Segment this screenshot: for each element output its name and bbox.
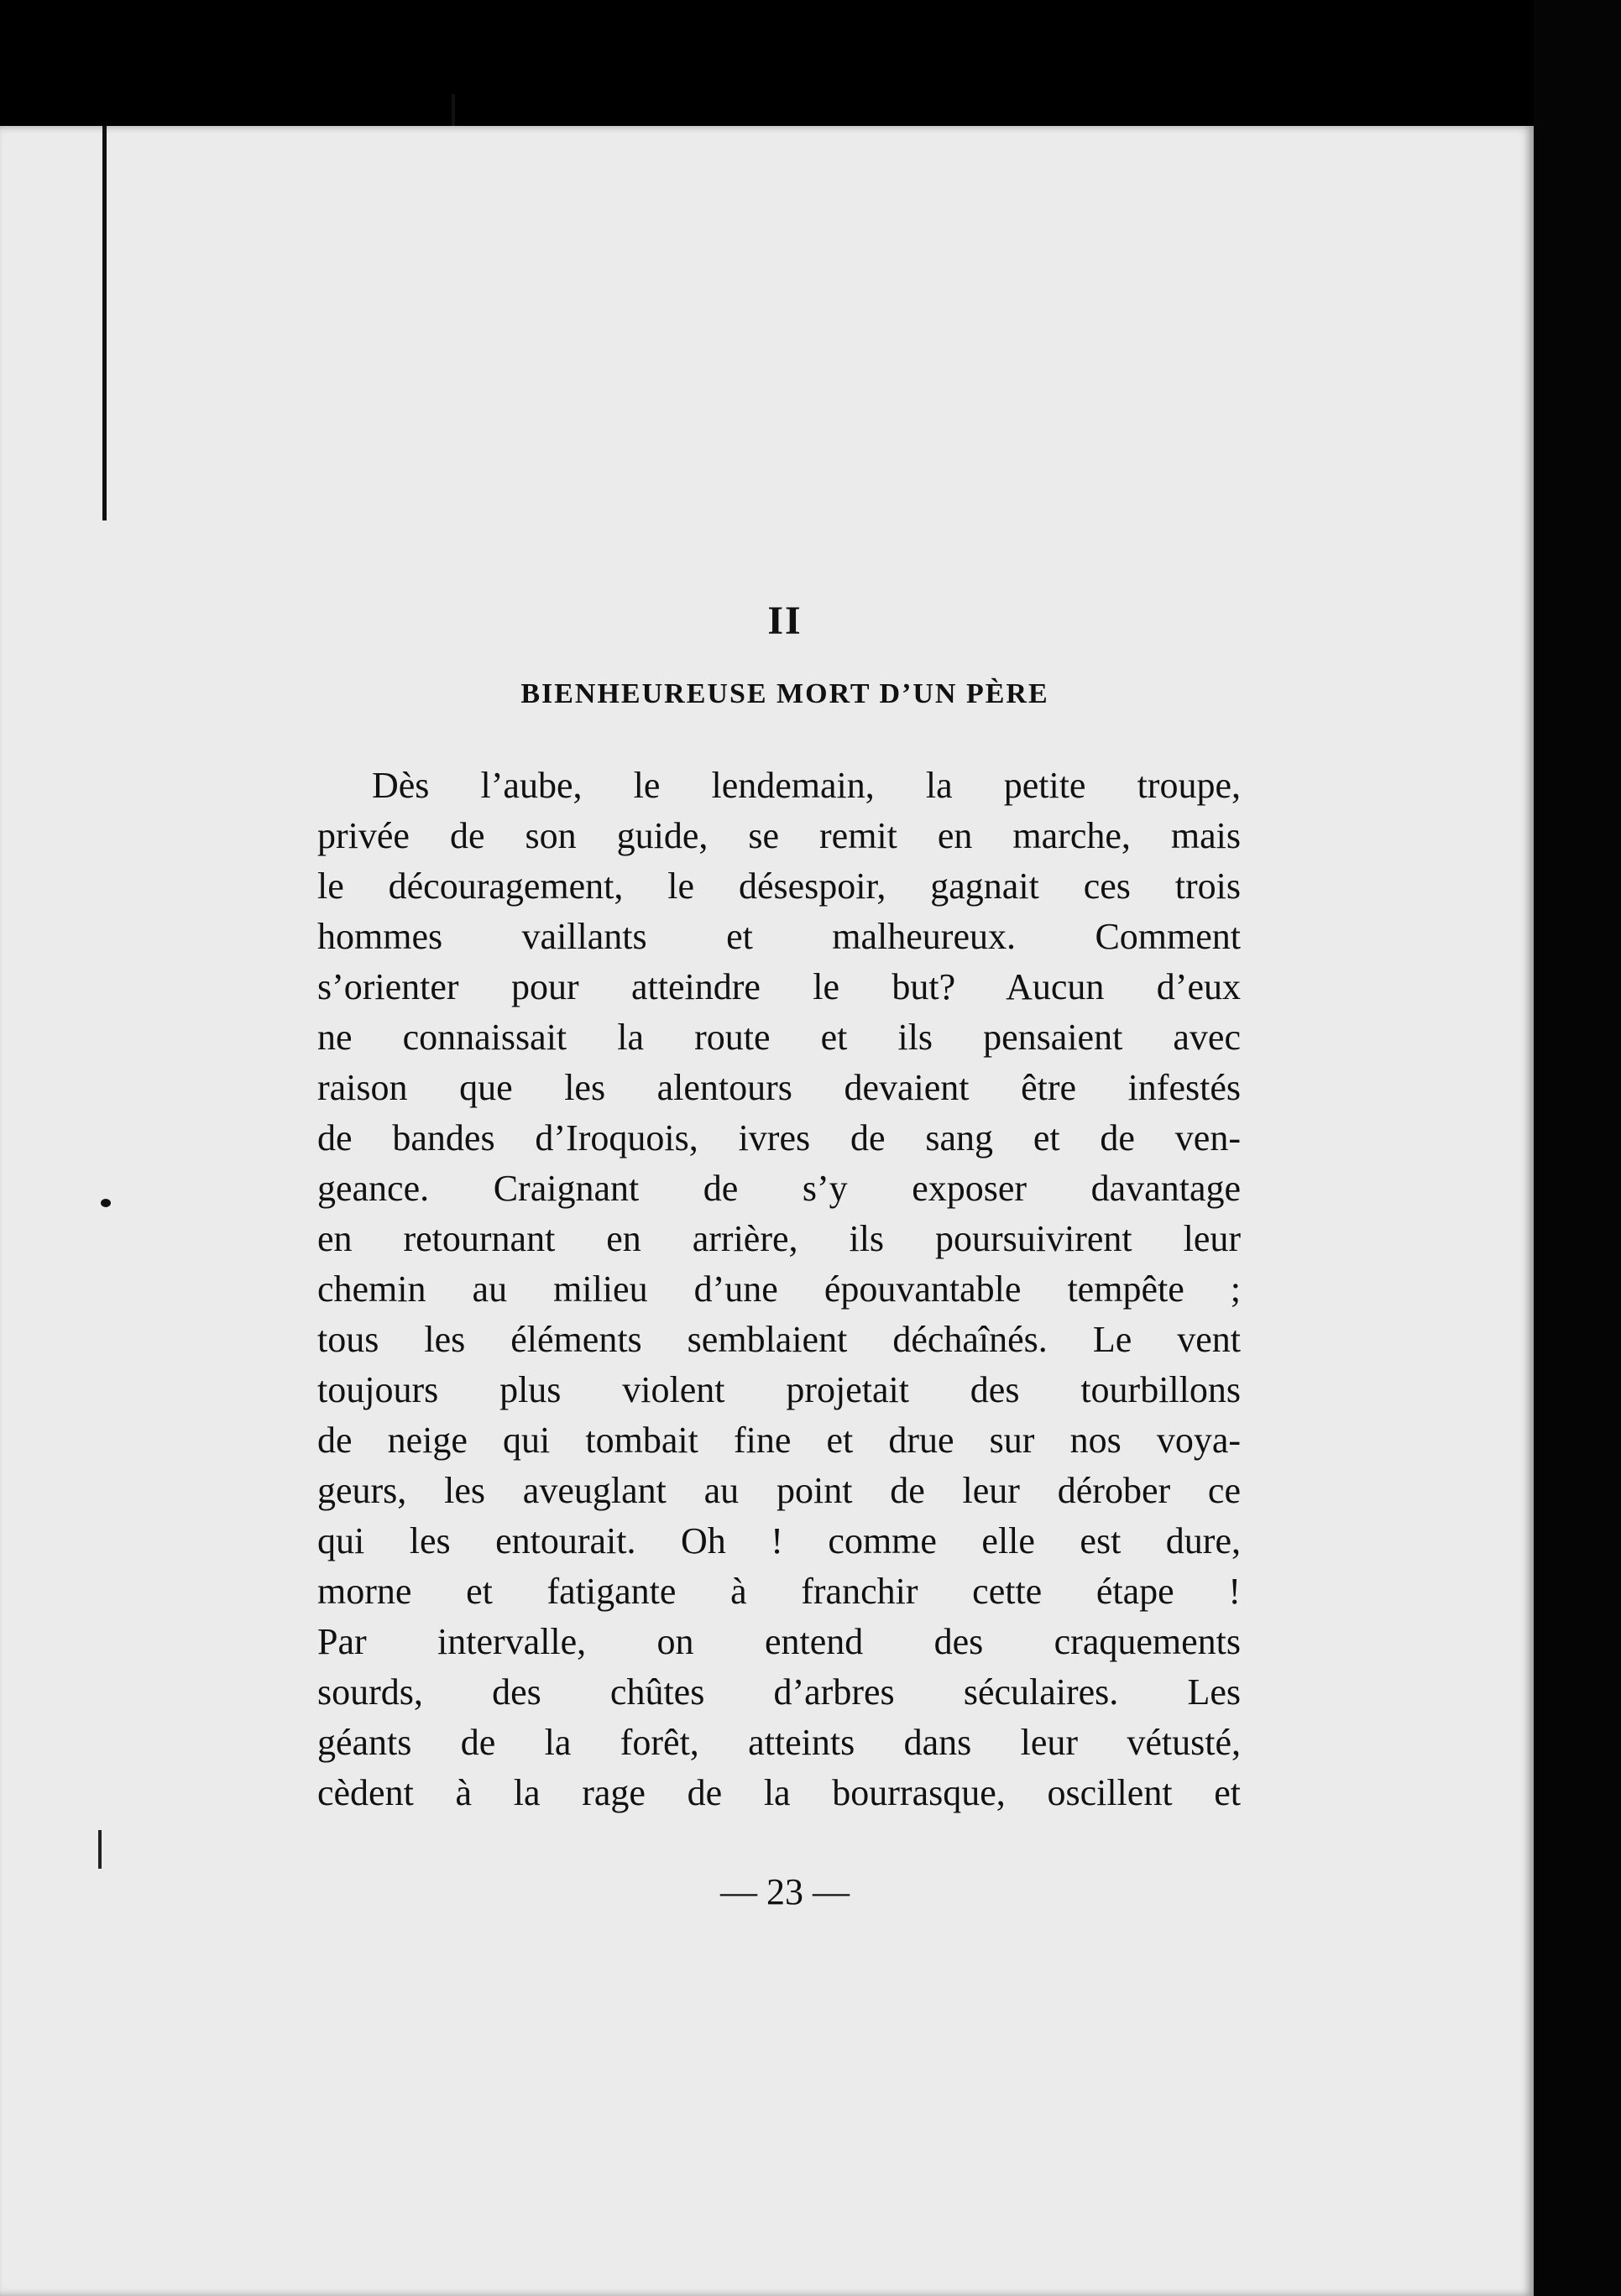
- scan-border-top: [0, 0, 1621, 126]
- page-fold-mark: [98, 1830, 102, 1869]
- text-line: le découragement, le désespoir, gagnait ces trois: [317, 866, 1241, 907]
- text-line: morne et fatigante à franchir cette étape !: [317, 1571, 1241, 1612]
- text-line: de neige qui tombait fine et drue sur nos voya-: [317, 1420, 1241, 1461]
- text-line: hommes vaillants et malheureux. Comment: [317, 916, 1241, 957]
- text-line: geurs, les aveuglant au point de leur dérober ce: [317, 1470, 1241, 1511]
- text-line: geance. Craignant de s’y exposer davantage: [317, 1168, 1241, 1209]
- text-line: Par intervalle, on entend des craquements: [317, 1621, 1241, 1662]
- text-line: chemin au milieu d’une épouvantable tempête ;: [317, 1268, 1241, 1310]
- scan-speck: [101, 1199, 111, 1207]
- text-line: sourds, des chûtes d’arbres séculaires. Les: [317, 1671, 1241, 1713]
- text-line: Dès l’aube, le lendemain, la petite troupe,: [372, 765, 1241, 806]
- text-line: raison que les alentours devaient être infestés: [317, 1067, 1241, 1108]
- scan-speck: [452, 94, 455, 126]
- text-line: privée de son guide, se remit en marche, mais: [317, 815, 1241, 856]
- text-line: s’orienter pour atteindre le but? Aucun d’eux: [317, 966, 1241, 1007]
- text-line: qui les entourait. Oh ! comme elle est dure,: [317, 1520, 1241, 1561]
- chapter-title: BIENHEUREUSE MORT D’UN PÈRE: [520, 678, 1049, 709]
- text-line: de bandes d’Iroquois, ivres de sang et de ven-: [317, 1117, 1241, 1158]
- chapter-body: [317, 761, 1241, 1818]
- text-line: ne connaissait la route et ils pensaient avec: [317, 1017, 1241, 1058]
- text-line: géants de la forêt, atteints dans leur vétusté,: [317, 1722, 1241, 1763]
- text-line: en retournant en arrière, ils poursuivirent leur: [317, 1218, 1241, 1259]
- page-number: — 23 —: [720, 1871, 850, 1912]
- text-line: toujours plus violent projetait des tourbillons: [317, 1369, 1241, 1410]
- chapter-number: II: [767, 599, 803, 643]
- page-fold-shadow: [102, 126, 107, 520]
- scan-border-right: [1534, 0, 1621, 2296]
- text-line: cèdent à la rage de la bourrasque, oscillent et: [317, 1772, 1241, 1813]
- text-line: tous les éléments semblaient déchaînés. Le vent: [317, 1319, 1241, 1360]
